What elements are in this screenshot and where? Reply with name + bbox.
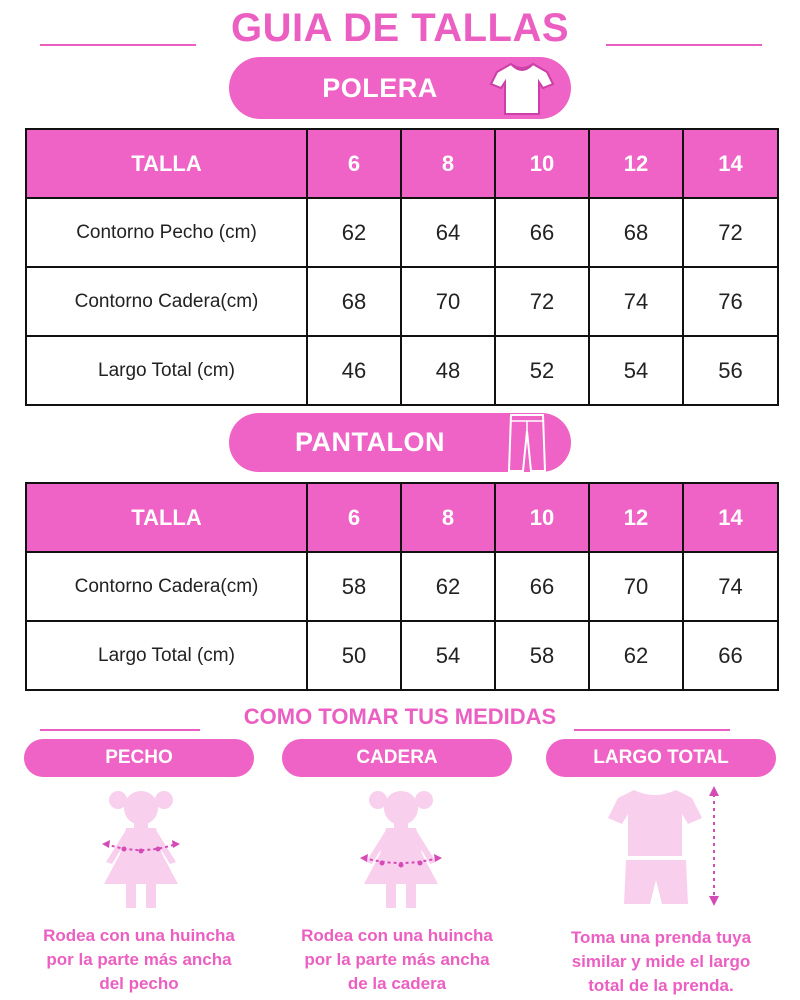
- tshirt-icon: [489, 60, 555, 116]
- measure-pill-hip: [282, 739, 512, 777]
- girl-hip-icon: [356, 782, 446, 912]
- table-cell: 58: [495, 621, 589, 690]
- pantalon-size-table: [25, 482, 779, 691]
- instruction-line: por la parte más ancha: [46, 950, 232, 969]
- table-cell: 70: [401, 267, 495, 336]
- table-row: [26, 336, 778, 405]
- row-label: Contorno Cadera(cm): [26, 552, 307, 621]
- header-cell: 8: [401, 483, 495, 552]
- table-cell: 62: [401, 552, 495, 621]
- table-cell: 66: [495, 198, 589, 267]
- pantalon-label: PANTALON: [295, 427, 445, 457]
- header-cell: 8: [401, 129, 495, 198]
- header-cell: 10: [495, 483, 589, 552]
- instruction-line: del pecho: [99, 974, 179, 993]
- row-label: Contorno Pecho (cm): [26, 198, 307, 267]
- header-cell: 14: [683, 483, 778, 552]
- table-cell: 46: [307, 336, 401, 405]
- measure-label: PECHO: [105, 747, 173, 768]
- table-cell: 66: [683, 621, 778, 690]
- table-cell: 62: [307, 198, 401, 267]
- table-cell: 62: [589, 621, 683, 690]
- table-cell: 68: [589, 198, 683, 267]
- measure-label: CADERA: [356, 747, 438, 768]
- header-cell: 10: [495, 129, 589, 198]
- table-cell: 56: [683, 336, 778, 405]
- header-cell: 6: [307, 129, 401, 198]
- table-cell: 74: [683, 552, 778, 621]
- instruction-line: de la cadera: [347, 974, 447, 993]
- title-divider-right: [606, 44, 762, 46]
- pantalon-header-row: [26, 483, 778, 552]
- row-label: Contorno Cadera(cm): [26, 267, 307, 336]
- header-cell: 12: [589, 483, 683, 552]
- instruction-line: total de la prenda.: [588, 976, 734, 995]
- pants-icon: [507, 413, 547, 473]
- instruction-length: [526, 926, 796, 998]
- table-cell: 64: [401, 198, 495, 267]
- table-cell: 72: [683, 198, 778, 267]
- section-title: COMO TOMAR TUS MEDIDAS: [243, 704, 557, 729]
- section-divider-right: [574, 729, 730, 731]
- section-divider-left: [40, 729, 200, 731]
- polera-size-table: [25, 128, 779, 406]
- header-cell: 12: [589, 129, 683, 198]
- polera-header-row: [26, 129, 778, 198]
- table-cell: 76: [683, 267, 778, 336]
- page-title: GUIA DE TALLAS: [230, 6, 570, 50]
- instruction-chest: [4, 924, 274, 996]
- table-cell: 66: [495, 552, 589, 621]
- table-row: [26, 621, 778, 690]
- polera-pill: [229, 57, 571, 119]
- table-cell: 74: [589, 267, 683, 336]
- measure-pill-chest: [24, 739, 254, 777]
- table-cell: 50: [307, 621, 401, 690]
- table-cell: 54: [401, 621, 495, 690]
- header-cell: TALLA: [26, 483, 307, 552]
- girl-chest-icon: [96, 782, 186, 912]
- instruction-line: Rodea con una huincha: [301, 926, 493, 945]
- table-cell: 70: [589, 552, 683, 621]
- instruction-line: similar y mide el largo: [571, 952, 751, 971]
- pantalon-pill: [229, 413, 571, 472]
- row-label: Largo Total (cm): [26, 336, 307, 405]
- instruction-line: por la parte más ancha: [304, 950, 490, 969]
- table-cell: 72: [495, 267, 589, 336]
- header-cell: 14: [683, 129, 778, 198]
- table-row: [26, 198, 778, 267]
- measure-pill-length: [546, 739, 776, 777]
- instruction-hip: [262, 924, 532, 996]
- header-cell: TALLA: [26, 129, 307, 198]
- instruction-line: Rodea con una huincha: [43, 926, 235, 945]
- table-cell: 68: [307, 267, 401, 336]
- table-cell: 48: [401, 336, 495, 405]
- measure-label: LARGO TOTAL: [593, 747, 729, 768]
- outfit-length-icon: [604, 782, 730, 912]
- instruction-line: Toma una prenda tuya: [570, 928, 752, 947]
- table-cell: 52: [495, 336, 589, 405]
- table-cell: 58: [307, 552, 401, 621]
- title-divider-left: [40, 44, 196, 46]
- polera-label: POLERA: [322, 72, 438, 103]
- row-label: Largo Total (cm): [26, 621, 307, 690]
- table-row: [26, 267, 778, 336]
- header-cell: 6: [307, 483, 401, 552]
- table-row: [26, 552, 778, 621]
- table-cell: 54: [589, 336, 683, 405]
